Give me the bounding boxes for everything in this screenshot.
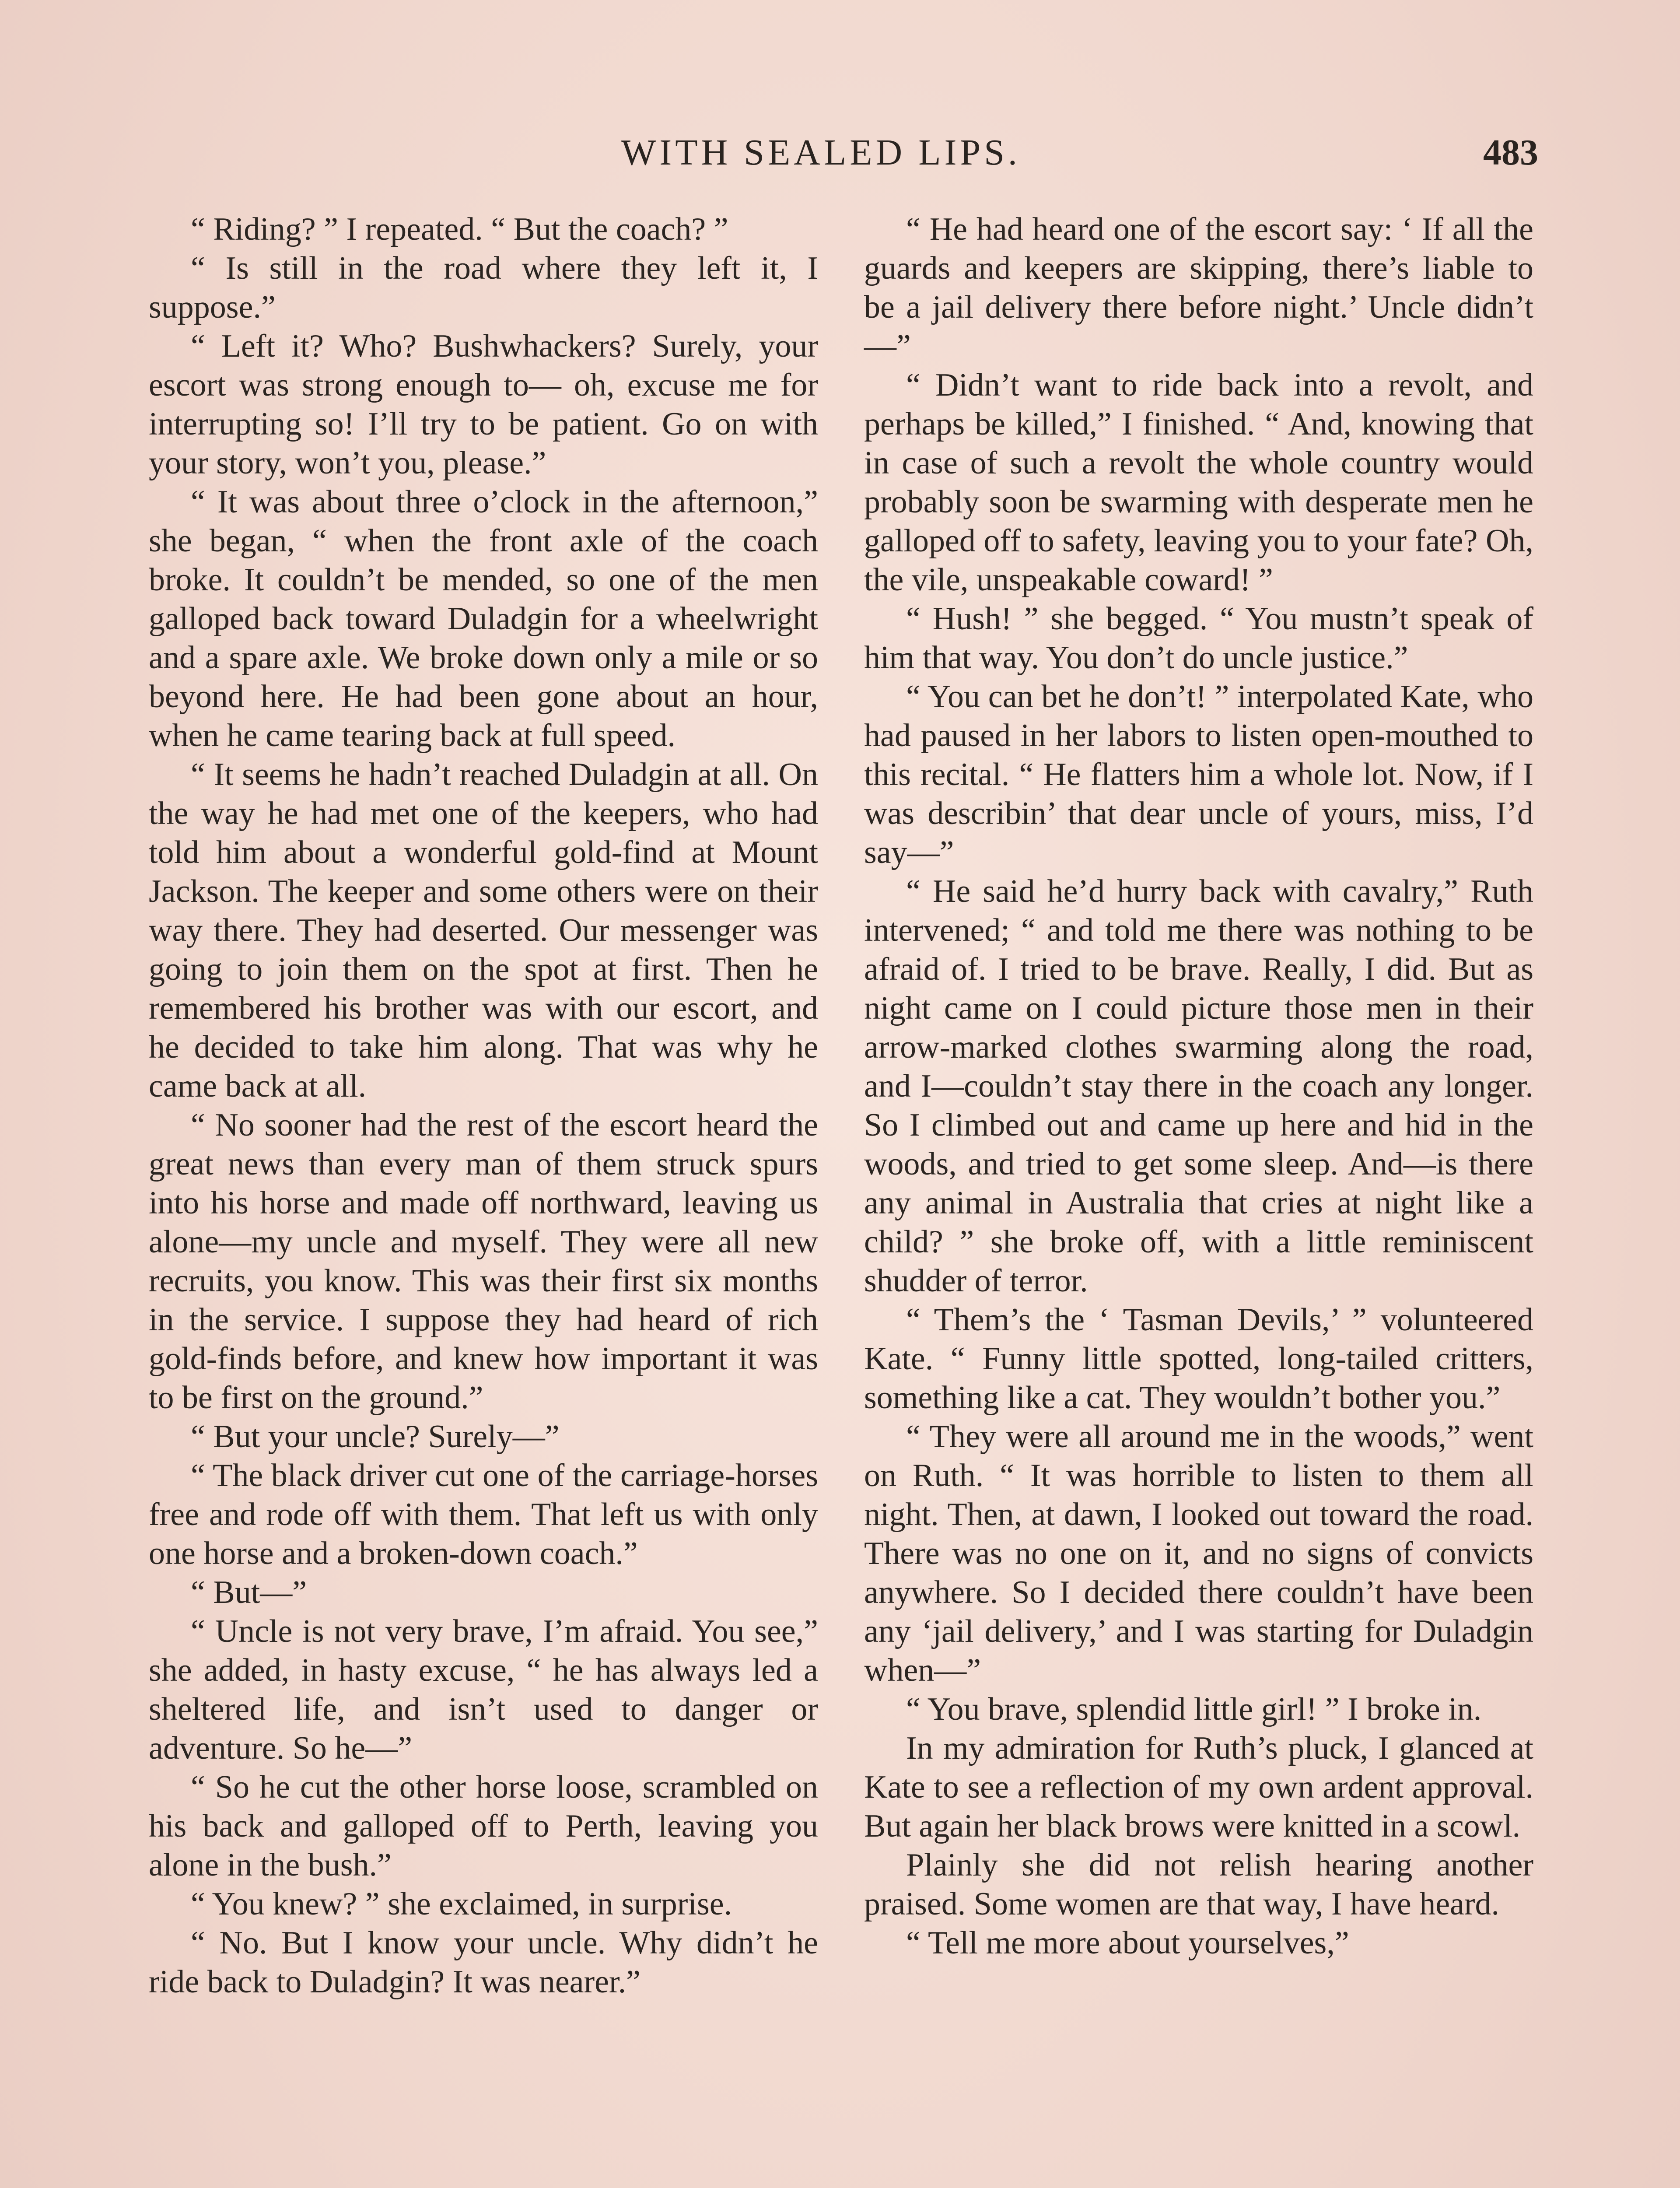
paragraph: “ But—” xyxy=(191,1574,307,1610)
paragraph: “ But your uncle? Surely—” xyxy=(191,1419,560,1455)
paragraph: “ You knew? ” she exclaimed, in surprise. xyxy=(191,1886,732,1922)
page-number: 483 xyxy=(1483,132,1538,173)
paragraph: “ They were all around me in the woods,” went on Ruth. “ It was horrible to listen to them all night. Then, at dawn, I looked out toward the road. There was no one on it, and no signs of convicts anywhere. So I decided there couldn’t have been any ‘jail delivery,’ and I was starting for Duladgin when—” xyxy=(864,1419,1533,1688)
paragraph: “ Them’s the ‘ Tasman Devils,’ ” volunteered Kate. “ Funny little spotted, long-tailed critters, something like a cat. They wouldn’t bother you.” xyxy=(864,1302,1533,1416)
paragraph: “ Riding? ” I repeated. “ But the coach? ” xyxy=(191,211,728,247)
paragraph: “ No sooner had the rest of the escort heard the great news than every man of them struck spurs into his horse and made off northward, leaving us alone—my uncle and myself. They were all new recruits, you know. This was their first six months in the service. I suppose they had heard of rich gold-finds before, and knew how important it was to be first on the ground.” xyxy=(149,1107,818,1416)
paragraph: “ He had heard one of the escort say: ‘ If all the guards and keepers are skipping, there’s liable to be a jail delivery there before night.’ Uncle didn’t—” xyxy=(864,211,1533,364)
paragraph: Plainly she did not relish hearing another praised. Some women are that way, I have heard. xyxy=(864,1847,1533,1922)
paragraph: “ So he cut the other horse loose, scrambled on his back and galloped off to Perth, leaving you alone in the bush.” xyxy=(149,1769,818,1883)
paragraph: “ The black driver cut one of the carriage-horses free and rode off with them. That left us with only one horse and a broken-down coach.” xyxy=(149,1458,818,1571)
paragraph: “ You can bet he don’t! ” interpolated Kate, who had paused in her labors to listen open-mouthed to this recital. “ He flatters him a whole lot. Now, if I was describin’ that dear uncle of yours, miss, I’d say—” xyxy=(864,679,1533,870)
paragraph: “ You brave, splendid little girl! ” I broke in. xyxy=(906,1691,1482,1727)
running-title: WITH SEALED LIPS. xyxy=(621,132,1021,173)
paragraph: “ Hush! ” she begged. “ You mustn’t speak of him that way. You don’t do uncle justice.” xyxy=(864,601,1533,676)
paragraph: “ Uncle is not very brave, I’m afraid. You see,” she added, in hasty excuse, “ he has always led a sheltered life, and isn’t used to danger or adventure. So he—” xyxy=(149,1613,818,1766)
paragraph: “ He said he’d hurry back with cavalry,” Ruth intervened; “ and told me there was nothing to be afraid of. I tried to be brave. Really, I did. But as night came on I could picture those men in their arrow-marked clothes swarming along the road, and I—couldn’t stay there in the coach any longer. So I climbed out and came up here and hid in the woods, and tried to get some sleep. And—is there any animal in Australia that cries at night like a child? ” she broke off, with a little reminiscent shudder of terror. xyxy=(864,873,1533,1299)
paragraph: “ No. But I know your uncle. Why didn’t he ride back to Duladgin? It was nearer.” xyxy=(149,1925,818,2000)
paragraph: “ It was about three o’clock in the afternoon,” she began, “ when the front axle of the coach broke. It couldn’t be mended, so one of the men galloped back toward Duladgin for a wheelwright and a spare axle. We broke down only a mile or so beyond here. He had been gone about an hour, when he came tearing back at full speed. xyxy=(149,484,818,754)
paragraph: “ It seems he hadn’t reached Duladgin at all. On the way he had met one of the keepers, who had told him about a wonderful gold-find at Mount Jackson. The keeper and some others were on their way there. They had deserted. Our messenger was going to join them on the spot at first. Then he remembered his brother was with our escort, and he decided to take him along. That was why he came back at all. xyxy=(149,757,818,1104)
paragraph: “ Is still in the road where they left it, I suppose.” xyxy=(149,250,818,325)
text-column-right xyxy=(864,210,1533,1963)
paragraph: “ Left it? Who? Bushwhackers? Surely, your escort was strong enough to— oh, excuse me for interrupting so! I’ll try to be patient. Go on with your story, won’t you, please.” xyxy=(149,328,818,481)
paragraph: “ Tell me more about yourselves,” xyxy=(906,1925,1349,1961)
paragraph: In my admiration for Ruth’s pluck, I glanced at Kate to see a reflection of my own ardent approval. But again her black brows were knitted in a scowl. xyxy=(864,1730,1533,1844)
paragraph: “ Didn’t want to ride back into a revolt, and perhaps be killed,” I finished. “ And, knowing that in case of such a revolt the whole country would probably soon be swarming with desperate men he galloped off to safety, leaving you to your fate? Oh, the vile, unspeakable coward! ” xyxy=(864,367,1533,598)
text-column-left xyxy=(149,210,818,2002)
